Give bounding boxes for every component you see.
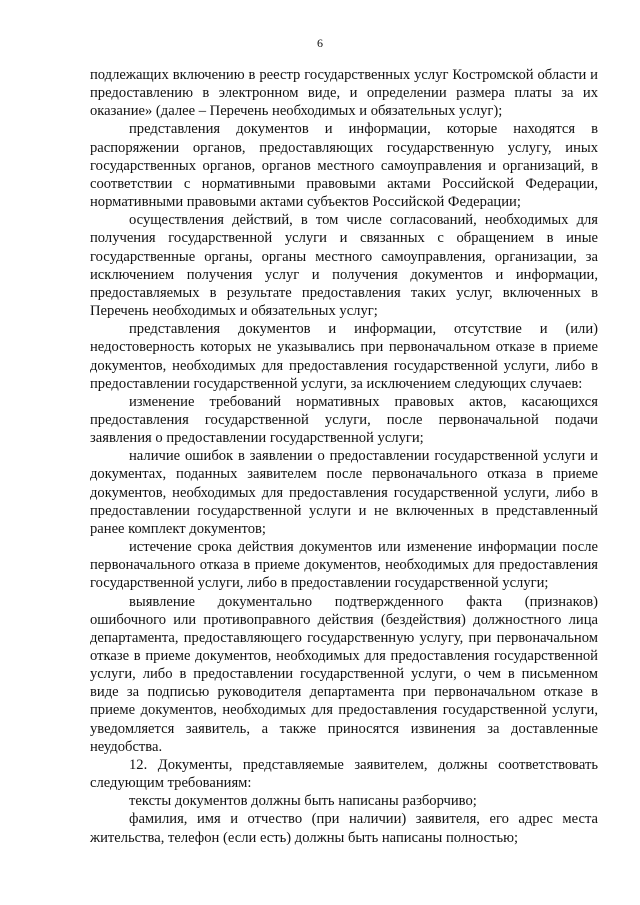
paragraph-case-expiry: истечение срока действия документов или изменение информации после первоначального отказа в приеме документов, необходимых для предоставления государственной услуги, либо в предоставлении государственной услуги; [90, 539, 598, 592]
page-number: 6 [317, 36, 323, 50]
paragraph-full-name: фамилия, имя и отчество (при наличии) заявителя, его адрес места жительства, телефон (если есть) должны быть написаны полностью; [90, 811, 598, 846]
paragraph-documents-in-possession: представления документов и информации, которые находятся в распоряжении органов, предоставляющих государственную услугу, иных государственных органов, органов местного самоуправления и организаций, в соответствии с нормативными правовыми актами Российской Федерации, нормативными правовыми актами субъектов Российской Федерации; [90, 121, 598, 211]
paragraph-legible-text: тексты документов должны быть написаны разборчиво; [129, 793, 477, 810]
paragraph-section-12: 12. Документы, представляемые заявителем, должны соответствовать следующим требованиям: [90, 756, 598, 792]
paragraph-actions-approvals: осуществления действий, в том числе согласований, необходимых для получения государственной услуги и связанных с обращением в иные государственные органы, органы местного самоуправления, организации, за исключением получения услуг и получения документов и информации, предоставляемых в результате предоставления таких услуг, включенных в Перечень необходимых и обязательных услуг; [90, 212, 598, 320]
paragraph-case-erroneous-action: выявление документально подтвержденного факта (признаков) ошибочного или противоправного действия (бездействия) должностного лица департамента, предоставляющего государственную услугу, при первоначальном отказе в приеме документов, необходимых для предоставления государственной услуги, либо в предоставлении государственной услуги, о чем в письменном виде за подписью руководителя департамента при первоначальном отказе в приеме документов, необходимых для предоставления государственной услуги, уведомляется заявитель, а также приносятся извинения за доставленные неудобства. [90, 593, 598, 755]
paragraph-case-errors: наличие ошибок в заявлении о предоставлении государственной услуги и документах, поданных заявителем после первоначального отказа в приеме документов, необходимых для предоставления государственной услуги, либо в предоставлении государственной услуги и не включенных в представленный ранее комплект документов; [90, 448, 598, 537]
paragraph-continuation: подлежащих включению в реестр государственных услуг Костромской области и предоставлению в электронном виде, и определении размера платы за их оказание» (далее – Перечень необходимых и обязательных услуг); [90, 67, 598, 120]
paragraph-case-requirements-change: изменение требований нормативных правовых актов, касающихся предоставления государственной услуги, после первоначальной подачи заявления о предоставлении государственной услуги; [90, 393, 598, 447]
document-body [90, 66, 598, 847]
paragraph-missing-info: представления документов и информации, отсутствие и (или) недостоверность которых не указывались при первоначальном отказе в приеме документов, необходимых для предоставления государственной услуги, либо в предоставлении государственной услуги, за исключением следующих случаев: [90, 321, 598, 392]
